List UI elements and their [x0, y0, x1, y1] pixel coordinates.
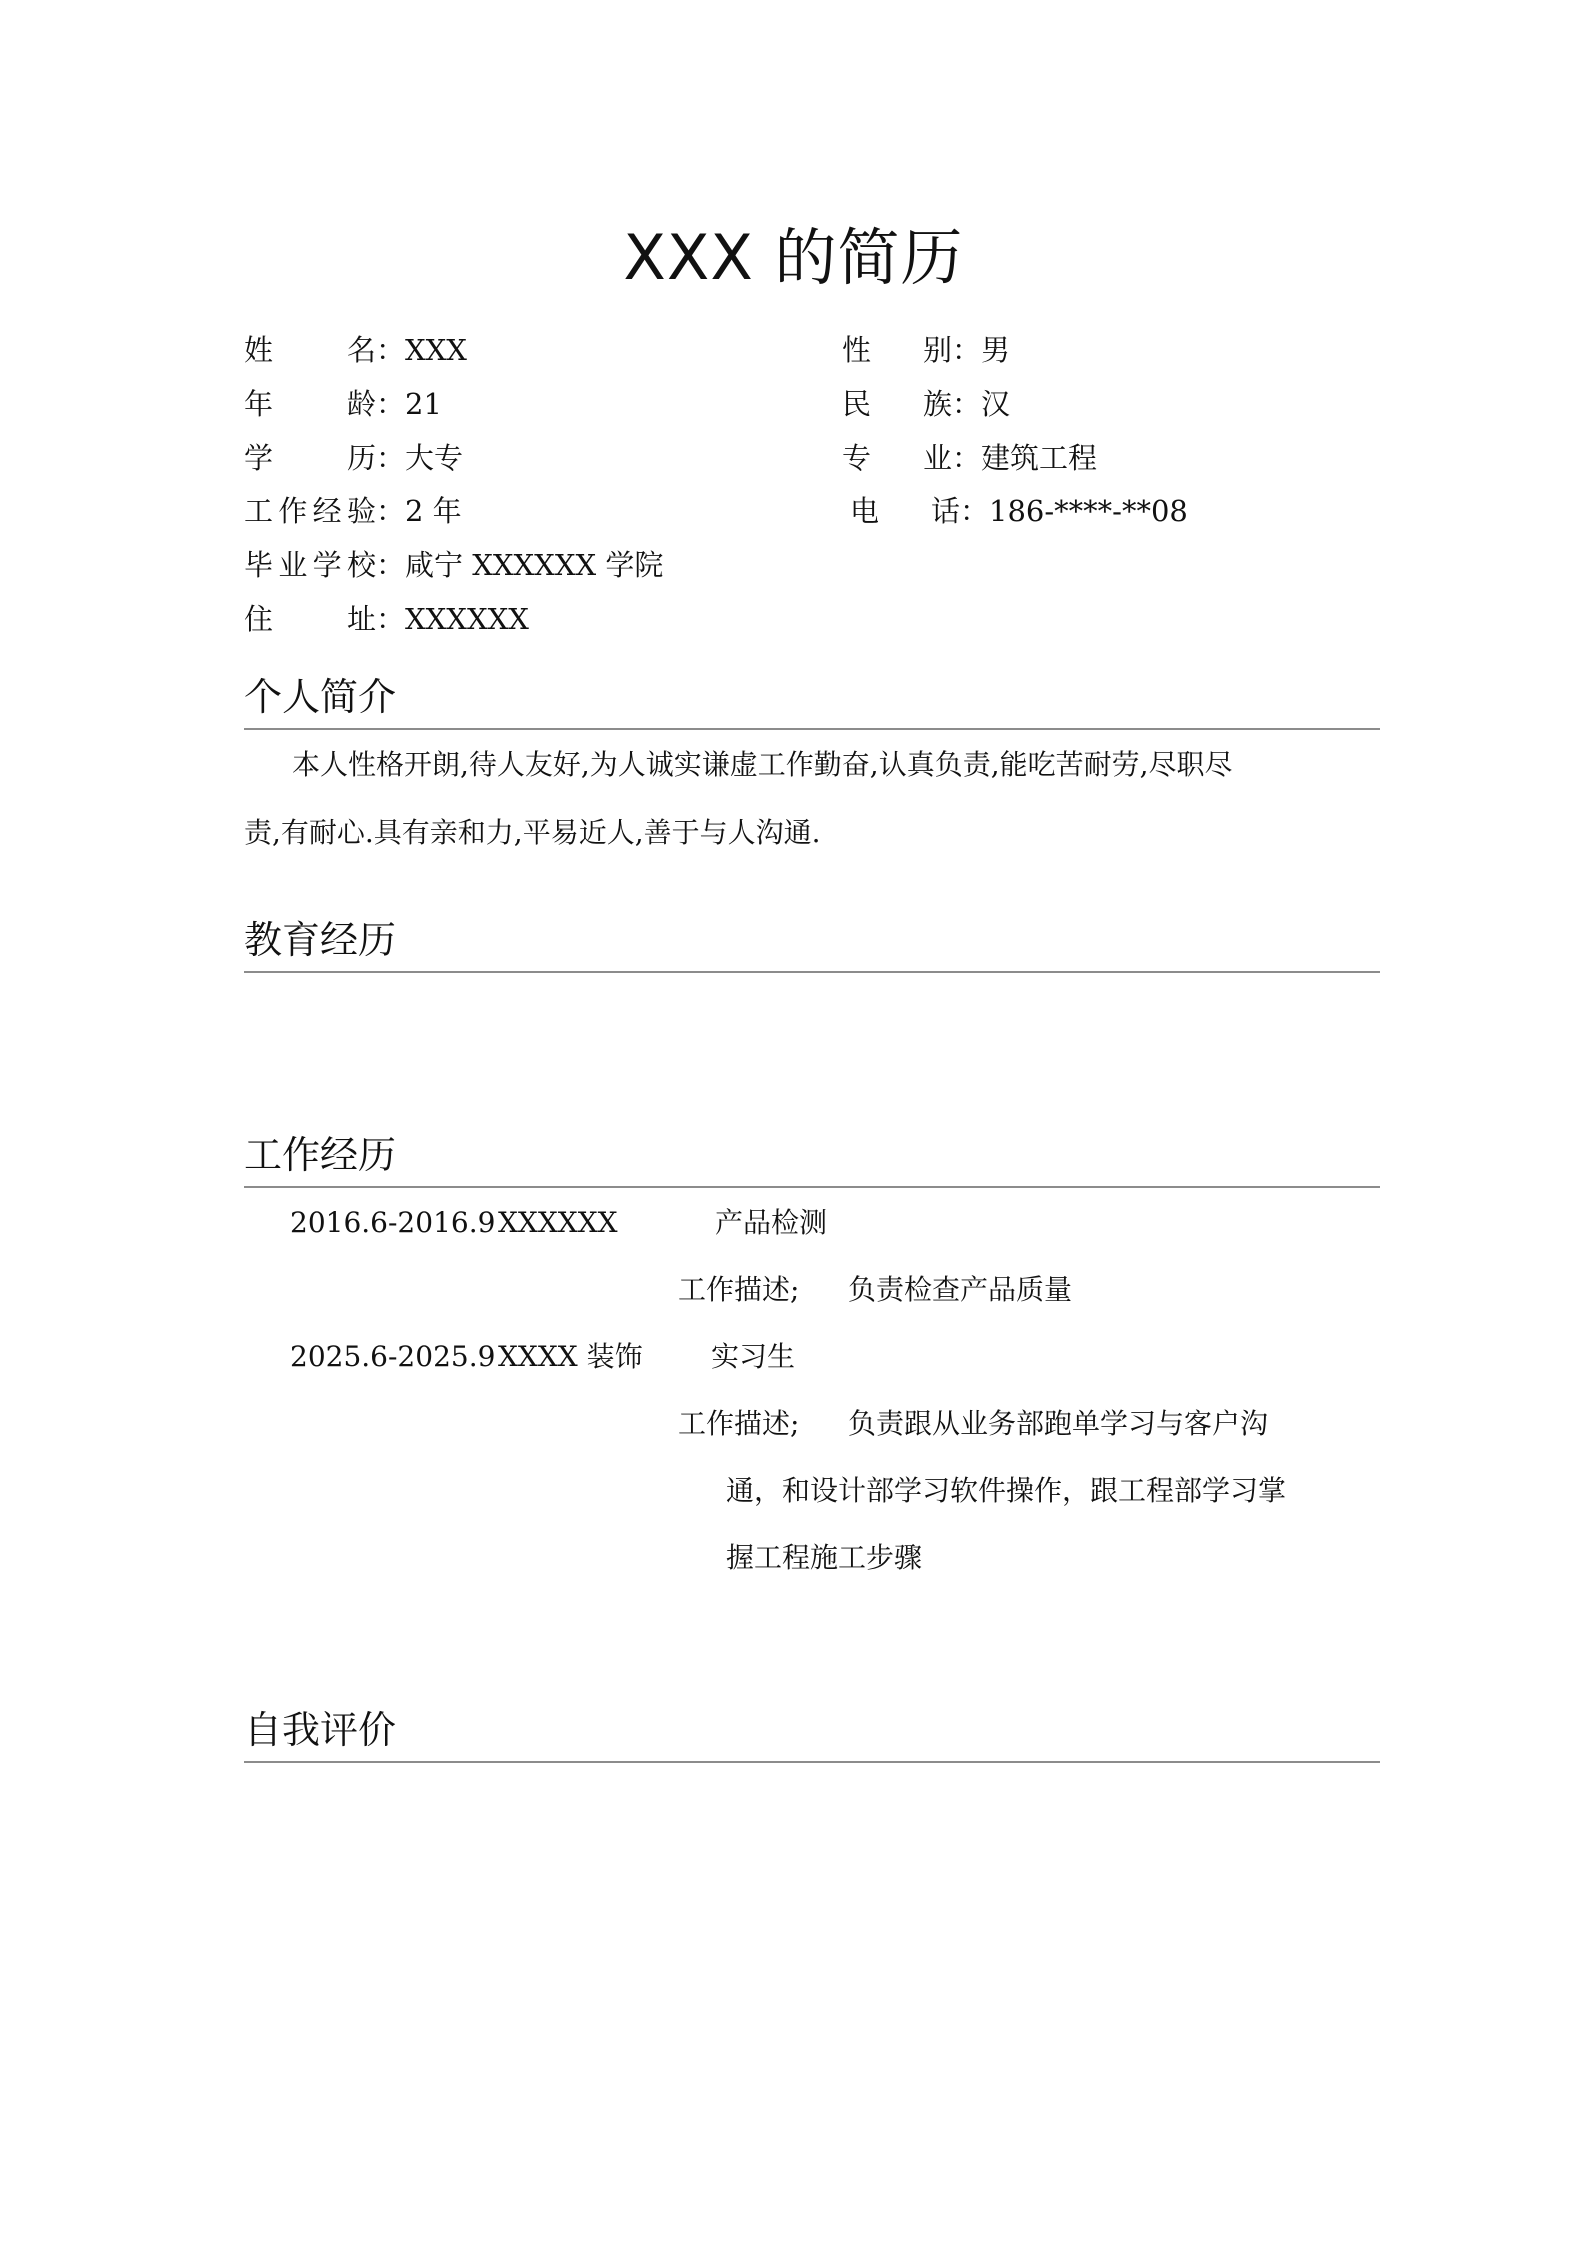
profile-text-line-1: 本人性格开朗,待人友好,为人诚实谦虚工作勤奋,认真负责,能吃苦耐劳,尽职尽 [292, 748, 1233, 781]
info-address-value: XXXXXX [405, 602, 529, 636]
info-age-label: 年龄 [244, 387, 376, 421]
info-address [244, 599, 529, 639]
info-experience [244, 491, 462, 531]
info-school [244, 545, 663, 585]
info-education-value: 大专 [405, 441, 464, 475]
info-experience-value: 2 年 [405, 494, 462, 528]
info-major [842, 438, 1097, 478]
info-phone-value: 186-****-**08 [989, 494, 1188, 528]
section-self-evaluation-heading: 自我评价 [244, 1705, 1380, 1763]
info-education [244, 438, 463, 478]
info-experience-sep: ： [376, 494, 406, 528]
info-school-value: 咸宁 XXXXXX 学院 [405, 548, 664, 582]
info-phone-sep: ： [960, 494, 990, 528]
job-2-desc-label: 工作描述; [678, 1407, 800, 1440]
info-school-sep: ： [376, 548, 406, 582]
job-1-period: 2016.6-2016.9 [290, 1206, 496, 1239]
info-gender [842, 330, 1010, 370]
info-major-label: 专业 [842, 441, 952, 475]
job-1-desc-line-1: 负责检查产品质量 [848, 1273, 1073, 1306]
job-2-period: 2025.6-2025.9 [290, 1340, 496, 1373]
resume-title: XXX 的简历 [623, 221, 964, 294]
info-age-value: 21 [405, 387, 442, 421]
job-2-desc-line-3: 握工程施工步骤 [726, 1541, 923, 1574]
info-address-label: 住址 [244, 602, 376, 636]
info-gender-label: 性别 [842, 333, 952, 367]
info-name-sep: ： [376, 333, 406, 367]
info-major-value: 建筑工程 [981, 441, 1098, 475]
info-ethnicity-sep: ： [952, 387, 982, 421]
section-work-heading: 工作经历 [244, 1130, 1380, 1188]
info-ethnicity-value: 汉 [981, 387, 1011, 421]
info-name-value: XXX [405, 333, 467, 367]
info-ethnicity-label: 民族 [842, 387, 952, 421]
job-1-company: XXXXXX [498, 1206, 618, 1239]
section-profile-heading: 个人简介 [244, 672, 1380, 730]
job-1-position: 产品检测 [715, 1206, 828, 1239]
info-major-sep: ： [952, 441, 982, 475]
info-age-sep: ： [376, 387, 406, 421]
info-age [244, 384, 442, 424]
info-education-sep: ： [376, 441, 406, 475]
info-gender-sep: ： [952, 333, 982, 367]
job-2-desc-line-1: 负责跟从业务部跑单学习与客户沟 [848, 1407, 1269, 1440]
info-name [244, 330, 467, 370]
info-phone [850, 491, 1188, 531]
job-1-desc-label: 工作描述; [678, 1273, 800, 1306]
info-experience-label: 工作经验 [244, 494, 376, 528]
info-school-label: 毕业学校 [244, 548, 376, 582]
section-education-heading: 教育经历 [244, 915, 1380, 973]
info-address-sep: ： [376, 602, 406, 636]
job-2-company: XXXX 装饰 [498, 1340, 643, 1373]
job-2-desc-line-2: 通，和设计部学习软件操作，跟工程部学习掌 [726, 1474, 1287, 1507]
info-gender-value: 男 [981, 333, 1011, 367]
info-education-label: 学历 [244, 441, 376, 475]
profile-text-line-2: 责,有耐心.具有亲和力,平易近人,善于与人沟通. [244, 816, 821, 849]
info-phone-label: 电话 [850, 494, 960, 528]
info-name-label: 姓名 [244, 333, 376, 367]
job-2-position: 实习生 [711, 1340, 796, 1373]
info-ethnicity [842, 384, 1010, 424]
